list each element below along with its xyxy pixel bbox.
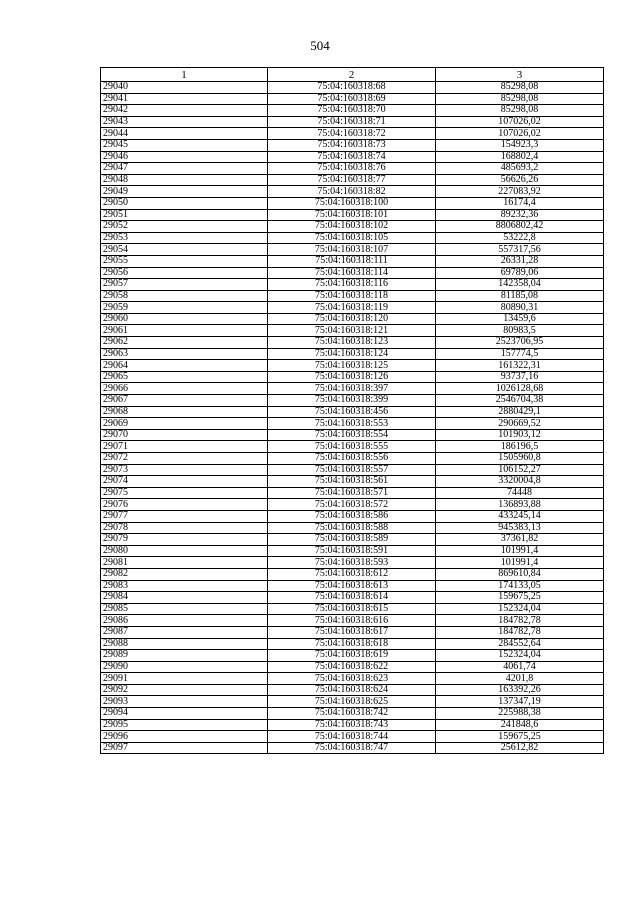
cadastral-number-cell: 75:04:160318:68 [268,82,436,94]
table-row [101,742,604,754]
cadastral-number-cell: 75:04:160318:116 [268,279,436,291]
value-cell: 26331,28 [436,255,604,267]
value-cell: 53222,8 [436,232,604,244]
value-cell: 85298,08 [436,82,604,94]
table-row [101,221,604,233]
value-cell: 1505960,8 [436,453,604,465]
table-row [101,684,604,696]
page-number: 504 [310,38,330,53]
value-cell: 433245,14 [436,510,604,522]
table-row [101,534,604,546]
cadastral-number-cell: 75:04:160318:625 [268,696,436,708]
cadastral-number-cell: 75:04:160318:614 [268,592,436,604]
row-number-cell: 29081 [101,557,268,569]
table-row [101,603,604,615]
cadastral-number-cell: 75:04:160318:456 [268,406,436,418]
row-number-cell: 29062 [101,337,268,349]
table-row [101,197,604,209]
row-number-cell: 29058 [101,290,268,302]
row-number-cell: 29096 [101,731,268,743]
cadastral-number-cell: 75:04:160318:622 [268,661,436,673]
row-number-cell: 29061 [101,325,268,337]
table-header [101,68,604,82]
cadastral-number-cell: 75:04:160318:125 [268,360,436,372]
value-cell: 157774,5 [436,348,604,360]
value-cell: 174133,05 [436,580,604,592]
cadastral-number-cell: 75:04:160318:82 [268,186,436,198]
value-cell: 227083,92 [436,186,604,198]
value-cell: 4061,74 [436,661,604,673]
table-row [101,116,604,128]
row-number-cell: 29056 [101,267,268,279]
value-cell: 142358,04 [436,279,604,291]
table-row [101,82,604,94]
row-number-cell: 29073 [101,464,268,476]
row-number-cell: 29040 [101,82,268,94]
table-row [101,325,604,337]
table-row [101,232,604,244]
value-cell: 945383,13 [436,522,604,534]
value-cell: 557317,56 [436,244,604,256]
table-row [101,429,604,441]
row-number-cell: 29054 [101,244,268,256]
cadastral-number-cell: 75:04:160318:107 [268,244,436,256]
cadastral-number-cell: 75:04:160318:123 [268,337,436,349]
row-number-cell: 29083 [101,580,268,592]
cadastral-number-cell: 75:04:160318:555 [268,441,436,453]
value-cell: 80890,31 [436,302,604,314]
cadastral-number-cell: 75:04:160318:69 [268,93,436,105]
cadastral-number-cell: 75:04:160318:747 [268,742,436,754]
row-number-cell: 29045 [101,139,268,151]
cadastral-number-cell: 75:04:160318:114 [268,267,436,279]
cadastral-number-cell: 75:04:160318:743 [268,719,436,731]
row-number-cell: 29088 [101,638,268,650]
table-row [101,510,604,522]
value-cell: 2880429,1 [436,406,604,418]
header-row [101,68,604,82]
row-number-cell: 29089 [101,650,268,662]
cadastral-number-cell: 75:04:160318:557 [268,464,436,476]
table-row [101,151,604,163]
value-cell: 186196,5 [436,441,604,453]
row-number-cell: 29069 [101,418,268,430]
row-number-cell: 29090 [101,661,268,673]
row-number-cell: 29079 [101,534,268,546]
table-row [101,255,604,267]
cadastral-number-cell: 75:04:160318:553 [268,418,436,430]
value-cell: 241848,6 [436,719,604,731]
row-number-cell: 29071 [101,441,268,453]
cadastral-number-cell: 75:04:160318:105 [268,232,436,244]
table-row [101,661,604,673]
row-number-cell: 29067 [101,395,268,407]
row-number-cell: 29057 [101,279,268,291]
table-row [101,638,604,650]
row-number-cell: 29050 [101,197,268,209]
cadastral-number-cell: 75:04:160318:73 [268,139,436,151]
value-cell: 101991,4 [436,545,604,557]
value-cell: 69789,06 [436,267,604,279]
row-number-cell: 29093 [101,696,268,708]
cadastral-number-cell: 75:04:160318:72 [268,128,436,140]
table-row [101,360,604,372]
value-cell: 85298,08 [436,93,604,105]
row-number-cell: 29072 [101,453,268,465]
cadastral-number-cell: 75:04:160318:593 [268,557,436,569]
row-number-cell: 29059 [101,302,268,314]
cadastral-number-cell: 75:04:160318:101 [268,209,436,221]
value-cell: 137347,19 [436,696,604,708]
cadastral-number-cell: 75:04:160318:126 [268,371,436,383]
cadastral-number-cell: 75:04:160318:571 [268,487,436,499]
value-cell: 85298,08 [436,105,604,117]
cadastral-number-cell: 75:04:160318:623 [268,673,436,685]
value-cell: 1026128,68 [436,383,604,395]
value-cell: 80983,5 [436,325,604,337]
table-row [101,371,604,383]
row-number-cell: 29086 [101,615,268,627]
table-row [101,383,604,395]
table-body [101,82,604,754]
value-cell: 163392,26 [436,684,604,696]
cadastral-number-cell: 75:04:160318:70 [268,105,436,117]
row-number-cell: 29084 [101,592,268,604]
cadastral-number-cell: 75:04:160318:615 [268,603,436,615]
table-row [101,719,604,731]
cadastral-number-cell: 75:04:160318:613 [268,580,436,592]
row-number-cell: 29066 [101,383,268,395]
value-cell: 37361,82 [436,534,604,546]
cadastral-number-cell: 75:04:160318:619 [268,650,436,662]
column-header-1: 1 [101,68,268,82]
row-number-cell: 29082 [101,568,268,580]
table-row [101,93,604,105]
value-cell: 106152,27 [436,464,604,476]
value-cell: 89232,36 [436,209,604,221]
value-cell: 485693,2 [436,163,604,175]
cadastral-number-cell: 75:04:160318:616 [268,615,436,627]
value-cell: 225988,38 [436,708,604,720]
row-number-cell: 29094 [101,708,268,720]
table-row [101,545,604,557]
table-row [101,615,604,627]
table-row [101,395,604,407]
cadastral-number-cell: 75:04:160318:119 [268,302,436,314]
table-row [101,313,604,325]
row-number-cell: 29060 [101,313,268,325]
table-row [101,186,604,198]
cadastral-number-cell: 75:04:160318:744 [268,731,436,743]
column-header-3: 3 [436,68,604,82]
row-number-cell: 29074 [101,476,268,488]
cadastral-number-cell: 75:04:160318:399 [268,395,436,407]
cadastral-number-cell: 75:04:160318:397 [268,383,436,395]
cadastral-number-cell: 75:04:160318:120 [268,313,436,325]
value-cell: 168802,4 [436,151,604,163]
cadastral-number-cell: 75:04:160318:572 [268,499,436,511]
value-cell: 107026,02 [436,116,604,128]
cadastral-number-cell: 75:04:160318:586 [268,510,436,522]
cadastral-number-cell: 75:04:160318:561 [268,476,436,488]
table-row [101,557,604,569]
value-cell: 101903,12 [436,429,604,441]
row-number-cell: 29078 [101,522,268,534]
value-cell: 869610,84 [436,568,604,580]
value-cell: 8806802,42 [436,221,604,233]
row-number-cell: 29051 [101,209,268,221]
table-row [101,337,604,349]
row-number-cell: 29049 [101,186,268,198]
row-number-cell: 29047 [101,163,268,175]
row-number-cell: 29080 [101,545,268,557]
row-number-cell: 29091 [101,673,268,685]
value-cell: 81185,08 [436,290,604,302]
row-number-cell: 29075 [101,487,268,499]
cadastral-number-cell: 75:04:160318:624 [268,684,436,696]
cadastral-number-cell: 75:04:160318:612 [268,568,436,580]
value-cell: 107026,02 [436,128,604,140]
table-row [101,708,604,720]
table-row [101,302,604,314]
table-row [101,522,604,534]
row-number-cell: 29087 [101,626,268,638]
table-row [101,348,604,360]
table-row [101,244,604,256]
table-row [101,105,604,117]
cadastral-number-cell: 75:04:160318:588 [268,522,436,534]
value-cell: 159675,25 [436,731,604,743]
table-row [101,418,604,430]
row-number-cell: 29063 [101,348,268,360]
row-number-cell: 29097 [101,742,268,754]
cadastral-number-cell: 75:04:160318:100 [268,197,436,209]
value-cell: 154923,3 [436,139,604,151]
table-row [101,592,604,604]
row-number-cell: 29052 [101,221,268,233]
cadastral-number-cell: 75:04:160318:742 [268,708,436,720]
cadastral-number-cell: 75:04:160318:124 [268,348,436,360]
cadastral-number-cell: 75:04:160318:554 [268,429,436,441]
row-number-cell: 29041 [101,93,268,105]
row-number-cell: 29044 [101,128,268,140]
table-row [101,174,604,186]
table-row [101,279,604,291]
row-number-cell: 29046 [101,151,268,163]
table-row [101,128,604,140]
table-row [101,163,604,175]
table-row [101,731,604,743]
cadastral-number-cell: 75:04:160318:556 [268,453,436,465]
cadastral-number-cell: 75:04:160318:118 [268,290,436,302]
value-cell: 136893,88 [436,499,604,511]
table-row [101,267,604,279]
table-row [101,476,604,488]
cadastral-number-cell: 75:04:160318:591 [268,545,436,557]
value-cell: 13459,6 [436,313,604,325]
table-row [101,290,604,302]
row-number-cell: 29064 [101,360,268,372]
value-cell: 152324,04 [436,650,604,662]
value-cell: 16174,4 [436,197,604,209]
value-cell: 2546704,38 [436,395,604,407]
value-cell: 159675,25 [436,592,604,604]
column-header-2: 2 [268,68,436,82]
row-number-cell: 29070 [101,429,268,441]
value-cell: 284552,64 [436,638,604,650]
row-number-cell: 29042 [101,105,268,117]
table-row [101,441,604,453]
cadastral-number-cell: 75:04:160318:589 [268,534,436,546]
row-number-cell: 29085 [101,603,268,615]
row-number-cell: 29068 [101,406,268,418]
table-row [101,406,604,418]
value-cell: 4201,8 [436,673,604,685]
table-row [101,464,604,476]
row-number-cell: 29092 [101,684,268,696]
value-cell: 74448 [436,487,604,499]
row-number-cell: 29077 [101,510,268,522]
value-cell: 184782,78 [436,615,604,627]
value-cell: 290669,52 [436,418,604,430]
value-cell: 93737,16 [436,371,604,383]
row-number-cell: 29065 [101,371,268,383]
cadastral-number-cell: 75:04:160318:77 [268,174,436,186]
value-cell: 2523706,95 [436,337,604,349]
value-cell: 56626,26 [436,174,604,186]
cadastral-number-cell: 75:04:160318:617 [268,626,436,638]
cadastral-number-cell: 75:04:160318:111 [268,255,436,267]
table-row [101,650,604,662]
value-cell: 161322,31 [436,360,604,372]
table-row [101,139,604,151]
cadastral-number-cell: 75:04:160318:71 [268,116,436,128]
table-row [101,568,604,580]
row-number-cell: 29048 [101,174,268,186]
cadastral-number-cell: 75:04:160318:102 [268,221,436,233]
table-row [101,626,604,638]
table-row [101,673,604,685]
row-number-cell: 29076 [101,499,268,511]
cadastral-number-cell: 75:04:160318:74 [268,151,436,163]
value-cell: 101991,4 [436,557,604,569]
row-number-cell: 29053 [101,232,268,244]
table-row [101,453,604,465]
value-cell: 184782,78 [436,626,604,638]
table-row [101,580,604,592]
table-row [101,209,604,221]
data-table [100,67,604,754]
table-row [101,487,604,499]
value-cell: 25612,82 [436,742,604,754]
row-number-cell: 29055 [101,255,268,267]
value-cell: 152324,04 [436,603,604,615]
row-number-cell: 29043 [101,116,268,128]
cadastral-number-cell: 75:04:160318:618 [268,638,436,650]
row-number-cell: 29095 [101,719,268,731]
cadastral-number-cell: 75:04:160318:76 [268,163,436,175]
value-cell: 3320004,8 [436,476,604,488]
cadastral-number-cell: 75:04:160318:121 [268,325,436,337]
table-row [101,499,604,511]
table-row [101,696,604,708]
